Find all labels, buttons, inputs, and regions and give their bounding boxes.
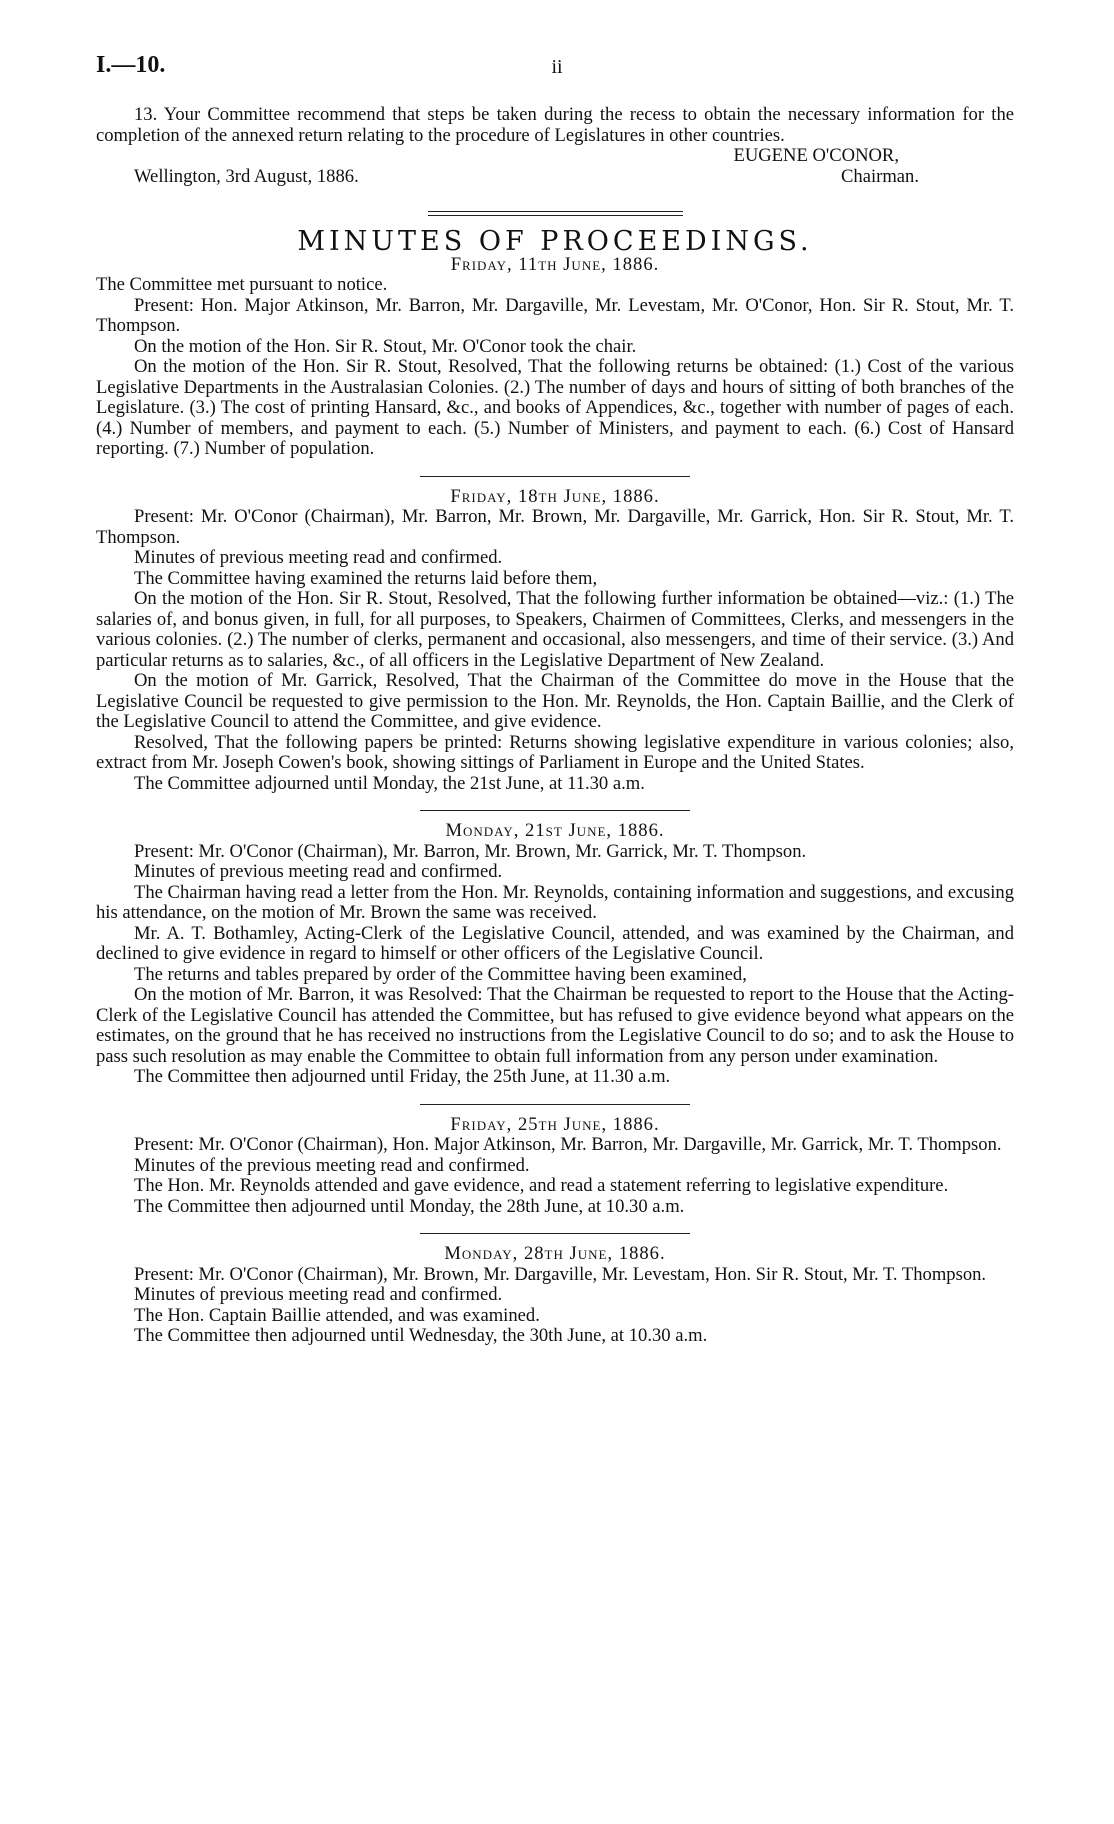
meeting-paragraph: The Committee met pursuant to notice.: [96, 274, 388, 295]
signatory-name: EUGENE O'CONOR,: [733, 145, 899, 166]
page-number: ii: [551, 56, 563, 78]
meeting-paragraph: The Chairman having read a letter from the Hon. Mr. Reynolds, containing information and suggestions, and excusing his attendance, on the motion of Mr. Brown the same was received.: [96, 881, 1014, 923]
meeting-paragraph: Minutes of previous meeting read and confirmed.: [134, 1284, 503, 1305]
attendance-paragraph: Present: Mr. O'Conor (Chairman), Hon. Major Atkinson, Mr. Barron, Mr. Dargaville, Mr. Garrick, Mr. T. Thompson.: [134, 1134, 1002, 1155]
meeting-paragraph: On the motion of Mr. Garrick, Resolved, That the Chairman of the Committee do move in the House that the Legislative Council be requested to give permission to the Hon. Mr. Reynolds, the Hon. Captain Baillie, and the Clerk of the Legislative Council to attend the Committee, and give evidence.: [96, 670, 1014, 732]
meeting-paragraph: The Hon. Captain Baillie attended, and was examined.: [134, 1304, 540, 1326]
signature-line: [96, 167, 1014, 188]
attendance-paragraph: Present: Mr. O'Conor (Chairman), Mr. Barron, Mr. Brown, Mr. Dargaville, Mr. Garrick, Hon. Sir R. Stout, Mr. T. Thompson.: [96, 506, 1014, 548]
meeting-paragraph: On the motion of the Hon. Sir R. Stout, Resolved, That the following returns be obtained: (1.) Cost of the various Legislative Departments in the Australasian Colonies. (2.) The number of days and hours of sitting of both branches of the Legislature. (3.) The cost of printing Hansard, &c., and books of Appendices, &c., together with number of pages of each. (4.) Number of members, and payment to each. (5.) Number of Ministers, and payment to each. (6.) Cost of Hansard reporting. (7.) Number of population.: [96, 356, 1014, 459]
meeting-date: Monday, 21st June, 1886.: [445, 820, 665, 841]
meeting-paragraph: Mr. A. T. Bothamley, Acting-Clerk of the Legislative Council, attended, and was examined by the Chairman, and declined to give evidence in regard to himself or other officers of the Legislative Council.: [96, 922, 1014, 964]
meeting-paragraph: On the motion of the Hon. Sir R. Stout, Mr. O'Conor took the chair.: [134, 335, 637, 357]
page-reference: I.—10.: [96, 52, 166, 78]
attendance-paragraph: Present: Mr. O'Conor (Chairman), Mr. Brown, Mr. Dargaville, Mr. Levestam, Hon. Sir R. Stout, Mr. T. Thompson.: [134, 1263, 987, 1285]
meeting-date: Monday, 28th June, 1886.: [444, 1243, 666, 1264]
meeting-paragraph: Minutes of previous meeting read and confirmed.: [134, 861, 503, 882]
meeting-paragraph: On the motion of Mr. Barron, it was Resolved: That the Chairman be requested to report to the House that the Acting-Clerk of the Legislative Council has attended the Committee, but has refused to give evidence beyond what appears on the estimates, on the ground that he has received no instructions from the Legislative Council to do so; and to ask the House to pass such resolution as may enable the Committee to obtain full information from any person under examination.: [96, 984, 1014, 1067]
meeting-paragraph: Minutes of previous meeting read and confirmed.: [134, 547, 503, 568]
report-paragraph-13: 13. Your Committee recommend that steps be taken during the recess to obtain the necessary information for the completion of the annexed return relating to the procedure of Legislatures in other countries.: [96, 104, 1014, 146]
meeting-date: Friday, 18th June, 1886.: [450, 485, 660, 507]
meeting-paragraph: The Committee having examined the returns laid before them,: [134, 567, 598, 589]
meeting-paragraph: On the motion of the Hon. Sir R. Stout, Resolved, That the following further information be obtained—viz.: (1.) The salaries of, and bonus given, in full, for all purposes, to Speakers, Chairmen of Committees, Clerks, and messengers in the various colonies. (2.) The number of clerks, permanent and occasional, also messengers, and time of their service. (3.) And particular returns as to salaries, &c., of all officers in the Legislative Department of New Zealand.: [96, 588, 1014, 671]
meeting-paragraph: The Committee then adjourned until Friday, the 25th June, at 11.30 a.m.: [134, 1066, 671, 1087]
minutes-title: MINUTES OF PROCEEDINGS.: [297, 226, 813, 257]
meeting-paragraph: The Committee then adjourned until Wednesday, the 30th June, at 10.30 a.m.: [134, 1325, 708, 1346]
meeting-date: Friday, 25th June, 1886.: [450, 1113, 660, 1135]
meeting-paragraph: The Committee adjourned until Monday, the 21st June, at 11.30 a.m.: [134, 772, 645, 794]
meeting-paragraph: Resolved, That the following papers be printed: Returns showing legislative expenditure in various colonies; also, extract from Mr. Joseph Cowen's book, showing sittings of Parliament in Europe and the United States.: [96, 731, 1014, 773]
meeting-paragraph: The returns and tables prepared by order of the Committee having been examined,: [134, 963, 747, 985]
meeting-paragraph: Minutes of the previous meeting read and confirmed.: [134, 1154, 530, 1176]
meeting-paragraph: The Hon. Mr. Reynolds attended and gave evidence, and read a statement referring to legislative expenditure.: [134, 1175, 949, 1196]
attendance-paragraph: Present: Hon. Major Atkinson, Mr. Barron, Mr. Dargaville, Mr. Levestam, Mr. O'Conor, Hon. Sir R. Stout, Mr. T. Thompson.: [96, 294, 1014, 336]
meeting-paragraph: The Committee then adjourned until Monday, the 28th June, at 10.30 a.m.: [134, 1195, 685, 1217]
attendance-paragraph: Present: Mr. O'Conor (Chairman), Mr. Barron, Mr. Brown, Mr. Garrick, Mr. T. Thompson.: [134, 840, 807, 862]
place-date: Wellington, 3rd August, 1886.: [134, 165, 359, 187]
meeting-date: Friday, 11th June, 1886.: [450, 253, 660, 275]
page-body: [96, 105, 1014, 1347]
signatory-role: Chairman.: [841, 165, 919, 187]
